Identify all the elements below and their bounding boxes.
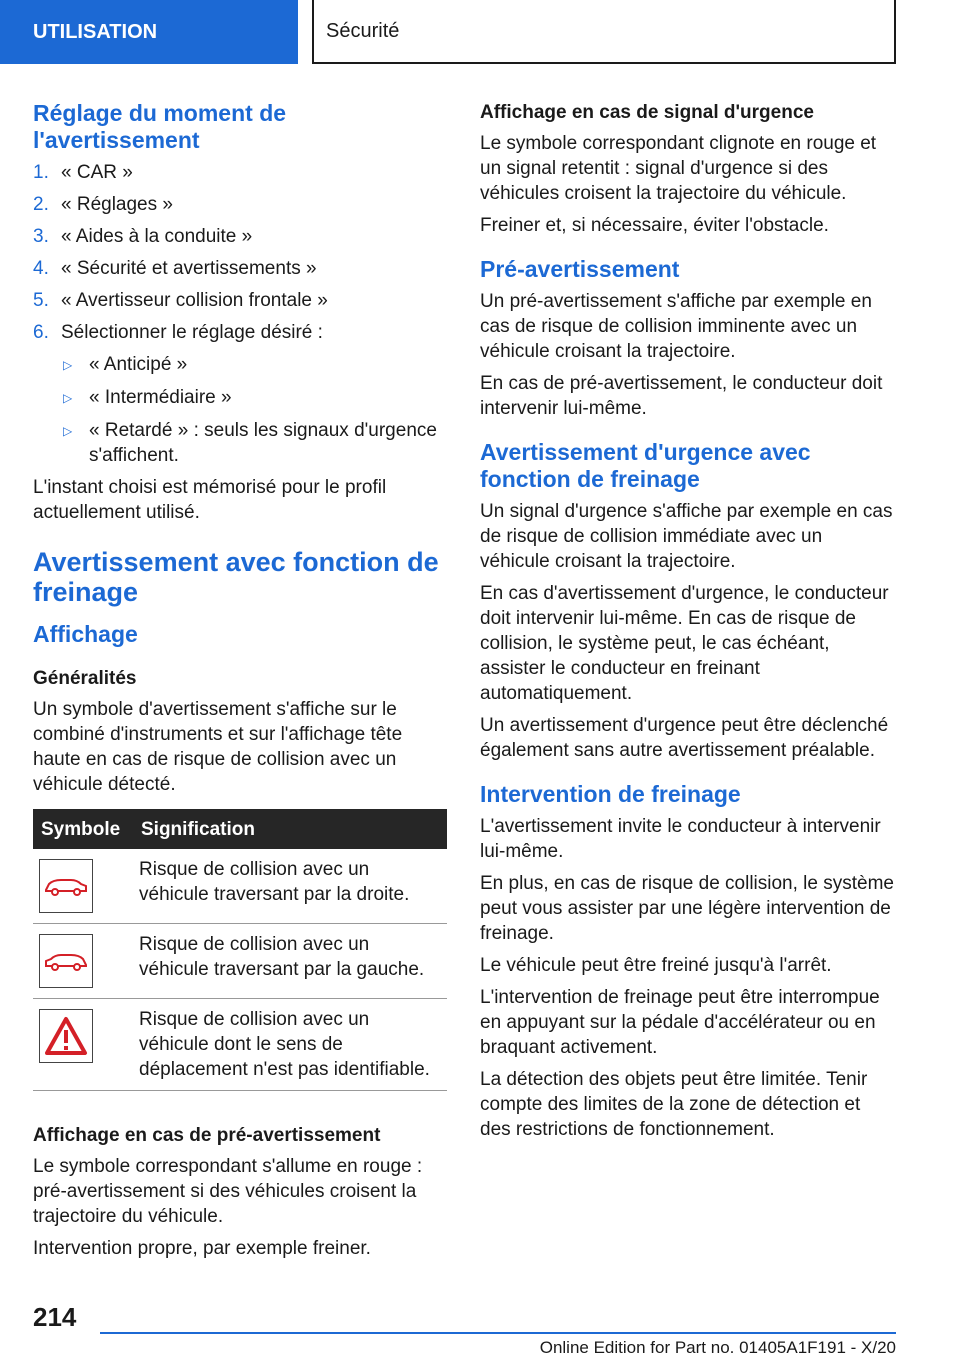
pre-warning-display-heading: Affichage en cas de pré-avertissement: [33, 1125, 381, 1146]
steps-list: [33, 160, 447, 345]
step-number: 2.: [33, 194, 49, 215]
list-item: [63, 352, 447, 378]
step-number: 4.: [33, 258, 49, 279]
braking-intervention-heading: Intervention de freinage: [480, 781, 741, 807]
list-item: [33, 224, 447, 249]
column-header-meaning: Signification: [133, 809, 447, 849]
list-item: [33, 288, 447, 313]
step-number: 5.: [33, 290, 49, 311]
page-number: 214: [33, 1302, 77, 1332]
emergency-text-1: Un signal d'urgence s'affiche par exemple en cas de risque de collision immédiate avec un véhicule croisant la trajectoire.: [480, 501, 893, 572]
braking-text-2: En plus, en cas de risque de collision, le système peut vous assister par une légère intervention de freinage.: [480, 873, 894, 944]
options-list: [33, 352, 447, 468]
emergency-text-3: Un avertissement d'urgence peut être déclenché également sans autre avertissement préalable.: [480, 715, 889, 761]
step-text: « Aides à la conduite »: [61, 226, 253, 247]
right-column: [480, 100, 896, 1149]
meaning-text: Risque de collision avec un véhicule dont le sens de déplacement n'est pas identifiable.: [133, 999, 447, 1091]
emergency-action-text: Freiner et, si nécessaire, éviter l'obstacle.: [480, 215, 829, 236]
table-row: [33, 849, 447, 924]
step-text: « CAR »: [61, 162, 133, 183]
pre-warning-text-2: En cas de pré-avertissement, le conducteur doit intervenir lui-même.: [480, 373, 883, 419]
edition-text: Online Edition for Part no. 01405A1F191 - X/20: [539, 1338, 896, 1357]
list-item: [63, 385, 447, 411]
braking-text-5: La détection des objets peut être limitée. Tenir compte des limites de la zone de détection et des restrictions de fonctionnement.: [480, 1069, 868, 1140]
triangle-bullet-icon: ▷: [63, 391, 73, 405]
list-item: [33, 320, 447, 345]
option-text: « Anticipé »: [89, 354, 188, 375]
warning-triangle-icon: [39, 1009, 93, 1063]
left-column: [33, 100, 447, 1268]
section-label: UTILISATION: [33, 20, 158, 43]
triangle-bullet-icon: ▷: [63, 424, 73, 438]
list-item: [33, 192, 447, 217]
memo-text: L'instant choisi est mémorisé pour le profil actuellement utilisé.: [33, 477, 387, 523]
pre-warning-text-1: Un pré-avertissement s'affiche par exemple en cas de risque de collision imminente avec un véhicule croisant la trajectoire.: [480, 291, 872, 362]
emergency-text-2: En cas d'avertissement d'urgence, le conducteur doit intervenir lui-même. En cas de risque de collision, le système peut, le cas échéant, assister le conducteur en freinant automatiquement.: [480, 583, 889, 704]
braking-text-1: L'avertissement invite le conducteur à intervenir lui-même.: [480, 816, 881, 862]
general-text: Un symbole d'avertissement s'affiche sur le combiné d'instruments et sur l'affichage tête haute en cas de risque de collision avec un véhicule détecté.: [33, 699, 403, 795]
braking-text-4: L'intervention de freinage peut être interrompue en appuyant sur la pédale d'accélérateur ou en braquant activement.: [480, 987, 880, 1058]
table-row: [33, 999, 447, 1091]
step-text: « Réglages »: [61, 194, 173, 215]
option-text: « Retardé » : seuls les signaux d'urgence s'affichent.: [89, 420, 437, 466]
pre-warning-display-text: Le symbole correspondant s'allume en rouge : pré-avertissement si des véhicules croisent la trajectoire du véhicule.: [33, 1156, 423, 1227]
meaning-text: Risque de collision avec un véhicule traversant par la gauche.: [133, 924, 447, 999]
footer-divider: [100, 1332, 896, 1334]
display-heading: Affichage: [33, 621, 138, 647]
settings-title: Réglage du moment de l'avertissement: [33, 100, 287, 153]
symbol-table: [33, 809, 447, 1091]
main-heading: Avertissement avec fonction de freinage: [33, 547, 439, 607]
step-number: 6.: [33, 322, 49, 343]
emergency-braking-heading: Avertissement d'urgence avec fonction de freinage: [480, 439, 811, 492]
pre-warning-action-text: Intervention propre, par exemple freiner.: [33, 1238, 371, 1259]
list-item: [33, 160, 447, 185]
section-tab: [0, 0, 298, 64]
triangle-bullet-icon: ▷: [63, 358, 73, 372]
emergency-display-text: Le symbole correspondant clignote en rouge et un signal retentit : signal d'urgence si des véhicules croisent la trajectoire du véhicule.: [480, 133, 877, 204]
table-row: [33, 924, 447, 999]
step-number: 3.: [33, 226, 49, 247]
subsection-header: [312, 0, 896, 64]
step-number: 1.: [33, 162, 49, 183]
step-text: « Sécurité et avertissements »: [61, 258, 317, 279]
pre-warning-heading: Pré-avertissement: [480, 256, 680, 282]
meaning-text: Risque de collision avec un véhicule traversant par la droite.: [133, 849, 447, 924]
option-text: « Intermédiaire »: [89, 387, 232, 408]
column-header-symbol: Symbole: [33, 809, 133, 849]
step-text: Sélectionner le réglage désiré :: [61, 322, 323, 343]
emergency-display-heading: Affichage en cas de signal d'urgence: [480, 102, 814, 123]
car-crossing-right-icon: [39, 859, 93, 913]
step-text: « Avertisseur collision frontale »: [61, 290, 328, 311]
table-header-row: [33, 809, 447, 849]
braking-text-3: Le véhicule peut être freiné jusqu'à l'arrêt.: [480, 955, 832, 976]
subsection-label: Sécurité: [326, 19, 400, 42]
list-item: [33, 256, 447, 281]
car-crossing-left-icon: [39, 934, 93, 988]
general-heading: Généralités: [33, 668, 137, 689]
list-item: [63, 418, 447, 468]
